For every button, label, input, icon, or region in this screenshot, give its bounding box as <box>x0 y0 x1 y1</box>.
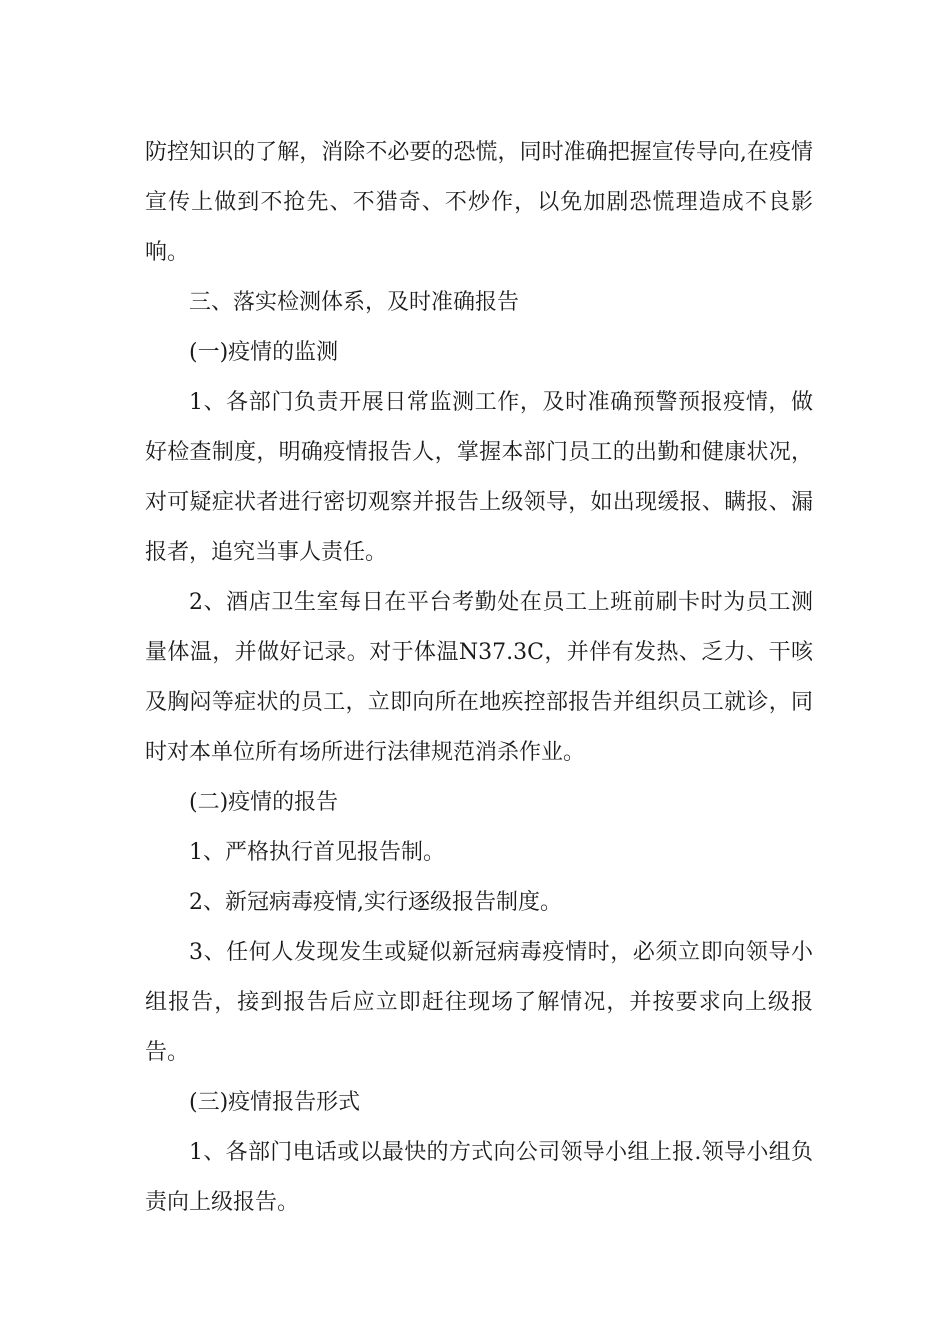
paragraph-reporting-2: 2、新冠病毒疫情,实行逐级报告制度。 <box>189 890 562 915</box>
paragraph-reporting-3: 3、任何人发现发生或疑似新冠病毒疫情时，必须立即向领导小组报告，接到报告后应立即赶往现场了解情况，并按要求向上级报告。 <box>145 940 813 1065</box>
document-body <box>145 128 813 1228</box>
paragraph-reporting-1: 1、严格执行首见报告制。 <box>189 840 445 865</box>
subsection-heading-monitoring: (一)疫情的监测 <box>189 340 339 365</box>
paragraph-intro-continuation: 防控知识的了解，消除不必要的恐慌，同时准确把握宣传导向,在疫情宣传上做到不抢先、不猎奇、不炒作，以免加剧恐慌理造成不良影响。 <box>145 140 813 265</box>
subsection-heading-reporting: (二)疫情的报告 <box>189 790 339 815</box>
paragraph-monitoring-2: 2、酒店卫生室每日在平台考勤处在员工上班前刷卡时为员工测量体温，并做好记录。对于体温N37.3C，并伴有发热、乏力、干咳及胸闷等症状的员工，立即向所在地疾控部报告并组织员工就诊，同时对本单位所有场所进行法律规范消杀作业。 <box>145 590 813 765</box>
paragraph-monitoring-1: 1、各部门负责开展日常监测工作，及时准确预警预报疫情，做好检查制度，明确疫情报告人，掌握本部门员工的出勤和健康状况，对可疑症状者进行密切观察并报告上级领导，如出现缓报、瞒报、漏报者，追究当事人责任。 <box>145 390 813 565</box>
paragraph-report-format-1: 1、各部门电话或以最快的方式向公司领导小组上报.领导小组负责向上级报告。 <box>145 1140 813 1215</box>
section-heading-3: 三、落实检测体系，及时准确报告 <box>189 290 520 315</box>
subsection-heading-report-format: (三)疫情报告形式 <box>189 1090 361 1115</box>
